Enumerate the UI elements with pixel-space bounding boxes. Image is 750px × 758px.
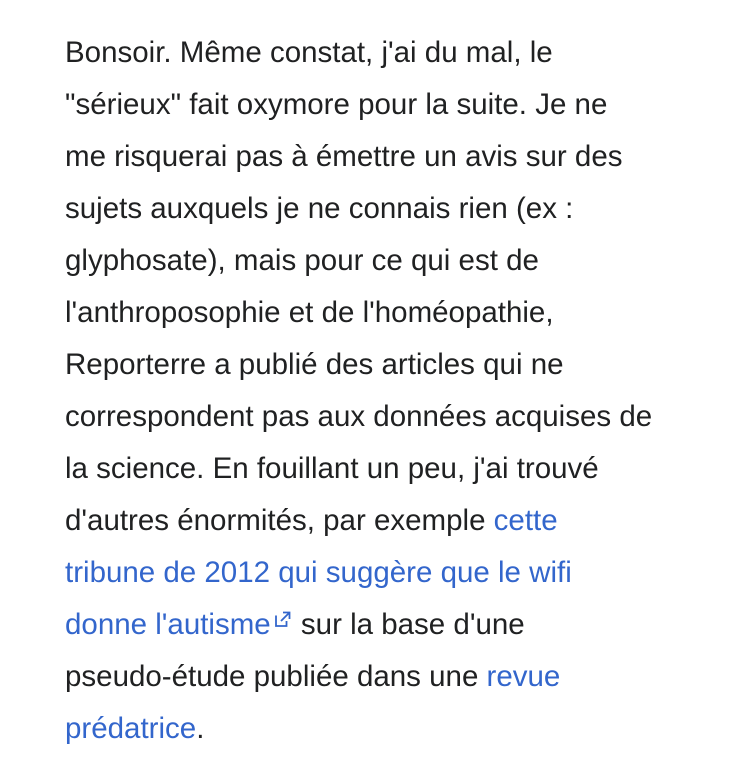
comment-line xyxy=(65,235,735,287)
predatory-journal-link[interactable]: prédatrice xyxy=(65,712,197,745)
comment-line xyxy=(65,495,735,547)
comment-line xyxy=(65,183,735,235)
comment-line xyxy=(65,131,735,183)
comment-line xyxy=(65,703,735,755)
comment-text: me risquerai pas à émettre un avis sur des xyxy=(65,140,623,173)
external-article-link[interactable]: cette xyxy=(493,504,558,537)
external-article-link[interactable]: tribune de 2012 qui suggère que le wifi xyxy=(65,556,572,589)
comment-text: l'anthroposophie et de l'homéopathie, xyxy=(65,296,554,329)
comment-text: . xyxy=(196,712,205,745)
comment-text: la science. En fouillant un peu, j'ai trouvé xyxy=(65,452,599,485)
comment-text: d'autres énormités, par exemple xyxy=(65,504,494,537)
comment-text: sujets auxquels je ne connais rien (ex : xyxy=(65,192,574,225)
comment-line xyxy=(65,547,735,599)
comment-text: glyphosate), mais pour ce qui est de xyxy=(65,244,539,277)
comment-line xyxy=(65,339,735,391)
comment-text: pseudo-étude publiée dans une xyxy=(65,660,487,693)
comment-line xyxy=(65,27,735,79)
external-article-link[interactable]: donne l'autisme xyxy=(65,608,271,641)
comment-line xyxy=(65,287,735,339)
comment-line xyxy=(65,599,735,651)
comment-line xyxy=(65,79,735,131)
comment-paragraph xyxy=(65,27,735,755)
comment-line xyxy=(65,443,735,495)
predatory-journal-link[interactable]: revue xyxy=(486,660,561,693)
comment-text: correspondent pas aux données acquises de xyxy=(65,400,653,433)
comment-line xyxy=(65,391,735,443)
external-link-icon[interactable] xyxy=(274,611,291,628)
comment-line xyxy=(65,651,735,703)
comment-text: sur la base d'une xyxy=(292,608,525,641)
comment-text: Reporterre a publié des articles qui ne xyxy=(65,348,564,381)
comment-text: "sérieux" fait oxymore pour la suite. Je ne xyxy=(65,88,608,121)
comment-text: Bonsoir. Même constat, j'ai du mal, le xyxy=(65,36,553,69)
